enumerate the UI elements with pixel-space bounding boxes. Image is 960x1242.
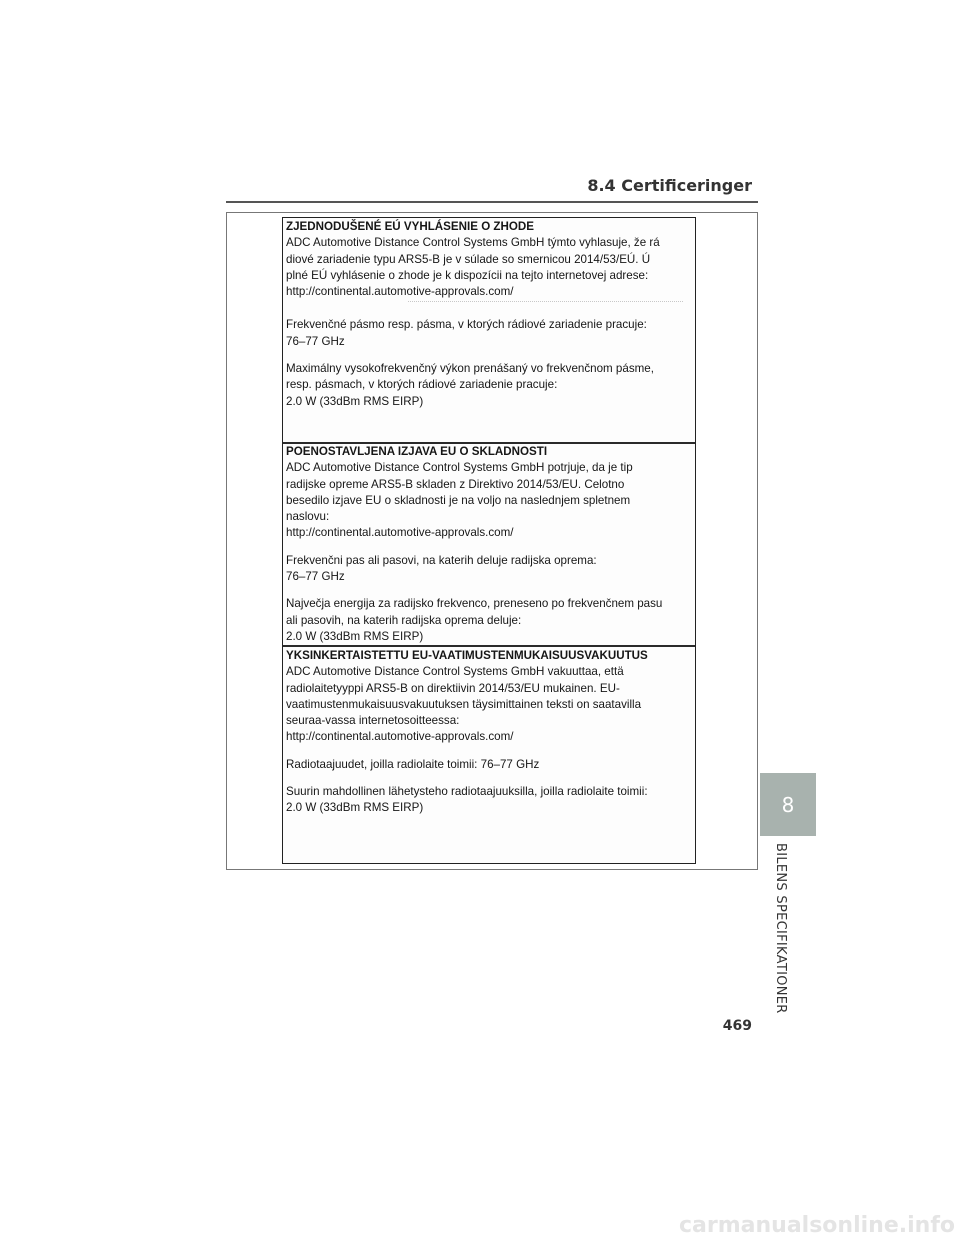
text-line: Maximálny vysokofrekvenčný výkon prenášaný vo frekvenčnom pásme, xyxy=(286,362,654,376)
text-line: ADC Automotive Distance Control Systems GmbH týmto vyhlasuje, že rá xyxy=(286,236,660,250)
text-line: naslovu: xyxy=(286,510,330,524)
text-line: 2.0 W (33dBm RMS EIRP) xyxy=(286,629,424,643)
declaration-slovak xyxy=(283,219,695,410)
url-line: http://continental.automotive-approvals.com/ xyxy=(286,730,514,744)
text-line: resp. pásmach, v ktorých rádiové zariadenie pracuje: xyxy=(286,378,558,392)
url-line: http://continental.automotive-approvals.com/ xyxy=(286,285,514,299)
text-line: radiolaitetyyppi ARS5-B on direktiivin 2014/53/EU mukainen. EU- xyxy=(286,681,620,695)
text-line: besedilo izjave EU o skladnosti je na voljo na naslednjem spletnem xyxy=(286,493,631,507)
page-number: 469 xyxy=(722,1018,752,1034)
text-line: ali pasovih, na katerih radijska oprema deluje: xyxy=(286,613,522,627)
text-line: 2.0 W (33dBm RMS EIRP) xyxy=(286,801,424,815)
text-line: 76–77 GHz xyxy=(286,570,345,584)
chapter-title: BILENS SPECIFIKATIONER xyxy=(773,843,788,1014)
declaration-heading: YKSINKERTAISTETTU EU-VAATIMUSTENMUKAISUUSVAKUUTUS xyxy=(286,649,648,662)
text-line: vaatimustenmukaisuusvakuutuksen täysimittainen teksti on saatavilla xyxy=(286,697,642,711)
url-line: http://continental.automotive-approvals.com/ xyxy=(286,526,514,540)
text-line: Frekvenčné pásmo resp. pásma, v ktorých rádiové zariadenie pracuje: xyxy=(286,318,647,332)
chapter-tab: 8 xyxy=(760,773,816,836)
section-title: 8.4 Certificeringer xyxy=(587,176,752,195)
text-line: plné EÚ vyhlásenie o zhode je k dispozícii na tejto internetovej adrese: xyxy=(286,268,649,282)
text-line: seuraa-vassa internetosoitteessa: xyxy=(286,714,460,728)
declaration-slovenian xyxy=(283,444,695,645)
declaration-box xyxy=(282,217,696,864)
section-divider xyxy=(283,645,695,647)
text-line: Radiotaajuudet, joilla radiolaite toimii: 76–77 GHz xyxy=(286,757,540,771)
declaration-finnish xyxy=(283,648,695,817)
text-line: radijske opreme ARS5-B skladen z Direktivo 2014/53/EU. Celotno xyxy=(286,477,625,491)
text-line: ADC Automotive Distance Control Systems GmbH vakuuttaa, että xyxy=(286,665,624,679)
text-line: Frekvenčni pas ali pasovi, na katerih deluje radijska oprema: xyxy=(286,553,597,567)
text-line: Suurin mahdollinen lähetysteho radiotaajuuksilla, joilla radiolaite toimii: xyxy=(286,785,648,799)
text-line: Največja energija za radijsko frekvenco, preneseno po frekvenčnem pasu xyxy=(286,597,663,611)
declaration-heading: ZJEDNODUŠENÉ EÚ VYHLÁSENIE O ZHODE xyxy=(286,220,535,233)
header-rule xyxy=(226,201,758,203)
declaration-heading: POENOSTAVLJENA IZJAVA EU O SKLADNOSTI xyxy=(286,445,548,458)
text-line: diové zariadenie typu ARS5-B je v súlade so smernicou 2014/53/EÚ. Ú xyxy=(286,252,651,266)
text-line: ADC Automotive Distance Control Systems GmbH potrjuje, da je tip xyxy=(286,461,633,475)
text-line: 2.0 W (33dBm RMS EIRP) xyxy=(286,394,424,408)
text-line: 76–77 GHz xyxy=(286,334,345,348)
watermark-text: carmanualsonline.info xyxy=(679,1213,955,1238)
